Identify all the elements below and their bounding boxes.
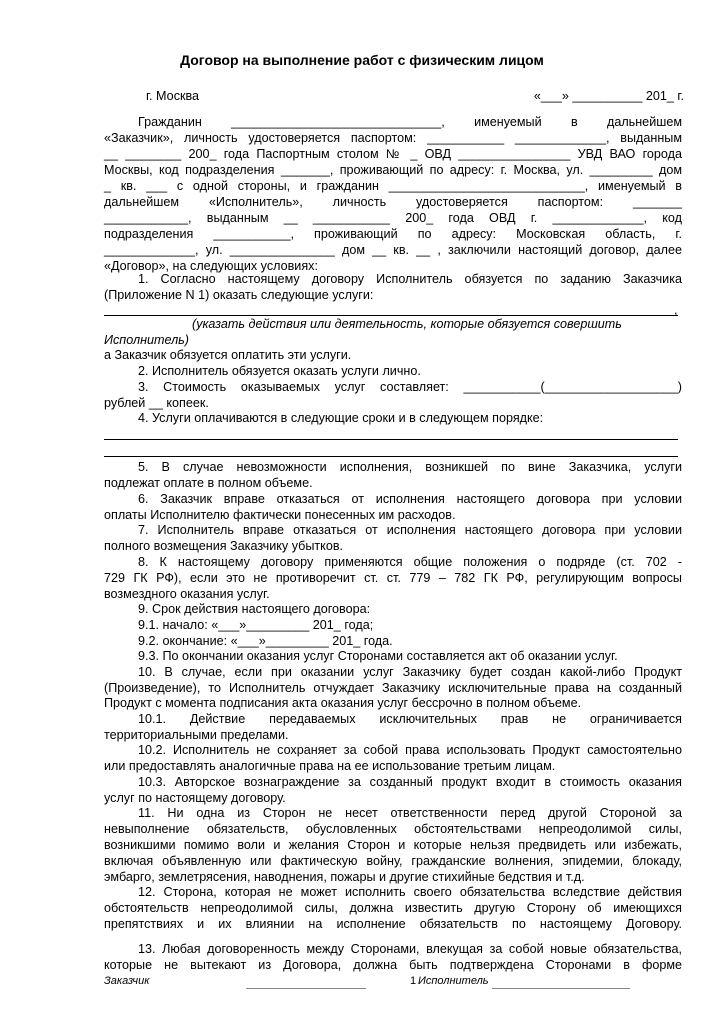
contract-text-line: эмбарго, землетрясения, наводнения, пожары и другие стихийные бедствия и т.д. [104, 870, 585, 884]
contract-text-line: 729 ГК РФ), если это не противоречит ст. ст. 779 – 782 ГК РФ, регулирующим вопросы [104, 571, 682, 585]
contract-text-line: полного возмещения Заказчику убытков. [104, 539, 344, 553]
contract-text-line: оплаты Исполнителю фактически понесенных им расходов. [104, 508, 456, 522]
contract-text-line: 5. В случае невозможности исполнения, возникшей по вине Заказчика, услуги [138, 460, 682, 474]
contract-text-line: , [674, 303, 678, 317]
contract-date: «___» __________ 201_ г. [533, 89, 684, 103]
contract-text-line: «Заказчик», личность удостоверяется паспортом: ___________ _____________, выданным [104, 131, 682, 145]
payment-fill-line-1 [104, 439, 678, 440]
contract-text-line: 8. К настоящему договору применяются общие положения о подряде (ст. 702 - [138, 555, 682, 569]
contract-text-line: рублей __ копеек. [104, 396, 209, 410]
contract-text-line: Исполнитель) [104, 333, 189, 347]
contract-text-line: Продукт с момента подписания акта оказания услуг бессрочно в полном объеме. [104, 696, 582, 710]
contract-text-line: а Заказчик обязуется оплатить эти услуги. [104, 348, 352, 362]
contract-text-line: _____________, ул. _______________ дом __ кв. __ , заключили настоящий договор, далее [104, 243, 682, 257]
page-number: 1 [410, 975, 417, 987]
contract-text-line: «Договор», на следующих условиях: [104, 259, 318, 273]
document-title: Договор на выполнение работ с физическим лицом [180, 52, 544, 68]
contract-text-line: препятствиях и их влиянии на исполнение обязательств по настоящему Договору. [104, 917, 682, 931]
contract-text-line: 12. Сторона, которая не может исполнить своего обязательства вследствие действия [138, 885, 682, 899]
contract-text-line: 13. Любая договоренность между Сторонами, влекущая за собой новые обязательства, [138, 942, 682, 956]
contract-text-line: 9.2. окончание: «___»_________ 201_ года. [138, 634, 393, 648]
contractor-signature-line [492, 988, 630, 989]
contract-text-line: 10.1. Действие передаваемых исключительных прав не ограничивается [138, 712, 682, 726]
contract-text-line: возмездного оказания услуг. [104, 587, 270, 601]
contract-text-line: обстоятельств непреодолимой силы, должна известить другую Сторону об имеющихся [104, 901, 682, 915]
contract-text-line: (Приложение N 1) оказать следующие услуги: [104, 288, 374, 302]
contract-text-line: (Произведение), то Исполнитель отчуждает Заказчику исключительные права на созданный [104, 681, 682, 695]
contract-text-line: включая объявленную или фактическую войну, гражданские волнения, эпидемии, блокаду, [104, 854, 682, 868]
contract-text-line: ____________, выданным __ ___________ 200_ года ОВД г. _____________, код [104, 211, 682, 225]
contract-text-line: (указать действия или деятельность, которые обязуется совершить [192, 317, 622, 331]
contract-text-line: 9.1. начало: «___»_________ 201_ года; [138, 618, 374, 632]
contract-text-line: дальнейшем «Исполнитель», личность удостоверяется паспортом: _______ [104, 195, 682, 209]
contract-text-line: подлежат оплате в полном объеме. [104, 476, 313, 490]
contract-text-line: возникшими помимо воли и желания Сторон и которые нельзя предвидеть или избежать, [104, 838, 682, 852]
contract-text-line: __ ________ 200_ года Паспортным столом № _ ОВД ________________ УВД ВАО города [104, 147, 682, 161]
contract-text-line: 9. Срок действия настоящего договора: [138, 602, 371, 616]
contract-text-line: территориальными пределами. [104, 728, 289, 742]
contract-text-line: 10. В случае, если при оказании услуг Заказчику будет создан какой-либо Продукт [138, 665, 682, 679]
contract-text-line: Гражданин ______________________________, именуемый в дальнейшем [138, 115, 682, 129]
contract-text-line: невыполнение обязательств, обусловленных обстоятельствами непреодолимой силы, [104, 822, 682, 836]
customer-signature-label: Заказчик [104, 975, 150, 987]
contract-text-line: Москвы, код подразделения _______, проживающий по адресу: г. Москва, ул. _________ дом [104, 163, 682, 177]
contract-text-line: 6. Заказчик вправе отказаться от исполнения настоящего договора при условии [138, 492, 682, 506]
contract-text-line: 11. Ни одна из Сторон не несет ответственности перед другой Стороной за [138, 806, 682, 820]
payment-fill-line-2 [104, 456, 678, 457]
contract-text-line: 10.2. Исполнитель не сохраняет за собой права использовать Продукт самостоятельно [138, 743, 682, 757]
contract-text-line: _ кв. ___ с одной стороны, и гражданин ____________________________, именуемый в [104, 179, 682, 193]
contract-text-line: подразделения ___________, проживающий по адресу: Московская область, г. [104, 227, 682, 241]
contract-text-line: услуг по настоящему договору. [104, 791, 286, 805]
contract-text-line: 9.3. По окончании оказания услуг Сторонами составляется акт об оказании услуг. [138, 649, 618, 663]
contract-text-line: 2. Исполнитель обязуется оказать услуги лично. [138, 364, 421, 378]
contract-text-line: 7. Исполнитель вправе отказаться от исполнения настоящего договора при условии [138, 523, 682, 537]
contract-text-line: 10.3. Авторское вознаграждение за созданный продукт входит в стоимость оказания [138, 775, 682, 789]
contract-text-line: 3. Стоимость оказываемых услуг составляет: ___________(___________________) [138, 380, 682, 394]
contractor-signature-label: Исполнитель [418, 975, 489, 987]
contract-text-line: которые не вытекают из Договора, должна быть подтверждена Сторонами в форме [104, 958, 682, 972]
services-fill-line [104, 315, 678, 316]
customer-signature-line [246, 988, 366, 989]
city: г. Москва [146, 89, 200, 103]
contract-text-line: 4. Услуги оплачиваются в следующие сроки и в следующем порядке: [138, 411, 544, 425]
contract-text-line: 1. Согласно настоящему договору Исполнитель обязуется по заданию Заказчика [138, 272, 682, 286]
contract-text-line: или предоставлять аналогичные права на ее использование третьим лицам. [104, 759, 556, 773]
